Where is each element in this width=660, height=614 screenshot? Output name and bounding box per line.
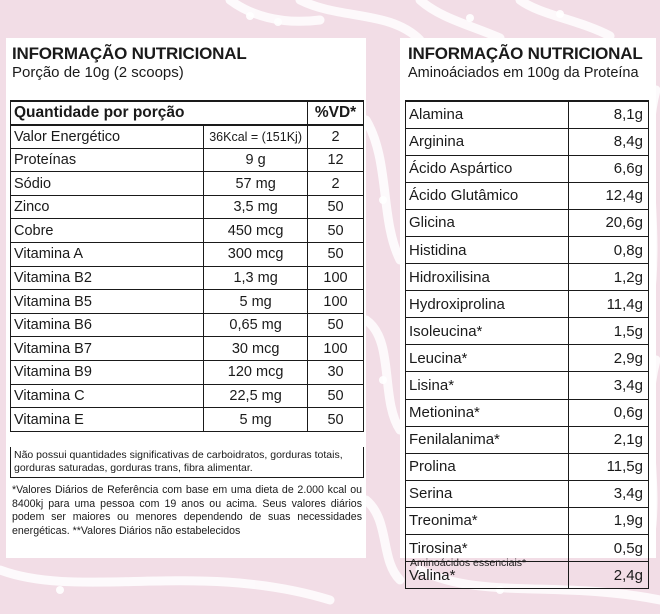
- nutrient-name: Vitamina E: [11, 408, 204, 432]
- amino-acid-value: 3,4g: [569, 372, 649, 399]
- amino-acid-value: 12,4g: [569, 182, 649, 209]
- amino-acid-name: Serina: [406, 480, 569, 507]
- nutrient-daily-value: 2: [308, 172, 364, 196]
- amino-acid-name: Isoleucina*: [406, 318, 569, 345]
- table-row: [11, 408, 364, 432]
- amino-acid-value: 1,5g: [569, 318, 649, 345]
- amino-acid-name: Alamina: [406, 101, 569, 128]
- amino-acid-name: Histidina: [406, 236, 569, 263]
- table-row: [11, 195, 364, 219]
- amino-acid-value: 0,8g: [569, 236, 649, 263]
- nutrient-name: Vitamina A: [11, 243, 204, 267]
- amino-acid-value: 11,4g: [569, 291, 649, 318]
- nutrient-name: Vitamina B9: [11, 361, 204, 385]
- table-row: [406, 182, 649, 209]
- nutrient-quantity: 5 mg: [204, 408, 308, 432]
- amino-title: INFORMAÇÃO NUTRICIONAL: [408, 44, 643, 63]
- amino-acid-name: Hidroxilisina: [406, 264, 569, 291]
- amino-acid-name: Ácido Glutâmico: [406, 182, 569, 209]
- amino-acid-value: 1,9g: [569, 507, 649, 534]
- amino-acid-name: Hydroxiprolina: [406, 291, 569, 318]
- nutrient-quantity: 30 mcg: [204, 337, 308, 361]
- amino-acid-name: Tirosina*: [406, 535, 569, 562]
- table-row: [406, 236, 649, 263]
- amino-acid-value: 1,2g: [569, 264, 649, 291]
- nutrient-quantity: 1,3 mg: [204, 266, 308, 290]
- nutrient-name: Proteínas: [11, 148, 204, 172]
- nutrient-daily-value: 50: [308, 313, 364, 337]
- amino-acids-panel: [400, 38, 656, 584]
- table-row: [11, 290, 364, 314]
- nutrition-table: [10, 100, 364, 432]
- nutrient-daily-value: 50: [308, 384, 364, 408]
- nutrient-quantity: 3,5 mg: [204, 195, 308, 219]
- table-row: [406, 453, 649, 480]
- essential-amino-note: Aminoácidos essenciais*: [410, 557, 527, 569]
- amino-acid-value: 0,6g: [569, 399, 649, 426]
- nutrient-daily-value: 30: [308, 361, 364, 385]
- table-row: [406, 372, 649, 399]
- daily-value-header: %VD*: [308, 101, 364, 125]
- nutrient-name: Sódio: [11, 172, 204, 196]
- nutrient-daily-value: 100: [308, 266, 364, 290]
- amino-acid-name: Prolina: [406, 453, 569, 480]
- amino-acid-name: Leucina*: [406, 345, 569, 372]
- table-row: [406, 128, 649, 155]
- table-row: [406, 399, 649, 426]
- daily-values-footnote: *Valores Diários de Referência com base em uma dieta de 2.000 kcal ou 8400kj para uma pessoa com 19 anos ou acima. Seus valores diários podem ser maiores ou menores dependendo de suas necessidades energéticas. **Valores Diários não estabelecidos: [12, 484, 362, 537]
- amino-acid-name: Ácido Aspártico: [406, 155, 569, 182]
- nutrient-quantity: 36Kcal = (151Kj): [204, 125, 308, 149]
- nutrient-daily-value: 50: [308, 219, 364, 243]
- amino-acid-value: 20,6g: [569, 209, 649, 236]
- table-row: [11, 361, 364, 385]
- amino-acid-value: 2,9g: [569, 345, 649, 372]
- nutrient-daily-value: 50: [308, 408, 364, 432]
- nutrient-name: Cobre: [11, 219, 204, 243]
- table-row: [406, 209, 649, 236]
- table-row: [11, 219, 364, 243]
- nutrient-quantity: 450 mcg: [204, 219, 308, 243]
- table-row: [406, 426, 649, 453]
- amino-acid-name: Metionina*: [406, 399, 569, 426]
- nutrient-daily-value: 100: [308, 337, 364, 361]
- table-row: [406, 291, 649, 318]
- table-row: [11, 148, 364, 172]
- nutrient-name: Vitamina B6: [11, 313, 204, 337]
- nutrient-quantity: 120 mcg: [204, 361, 308, 385]
- amino-acid-name: Treonima*: [406, 507, 569, 534]
- nutrient-daily-value: 100: [308, 290, 364, 314]
- nutrient-daily-value: 12: [308, 148, 364, 172]
- table-row: [11, 125, 364, 149]
- nutrient-quantity: 0,65 mg: [204, 313, 308, 337]
- table-row: [406, 480, 649, 507]
- nutrient-quantity: 22,5 mg: [204, 384, 308, 408]
- table-row: [11, 384, 364, 408]
- nutrition-note: Não possui quantidades significativas de carboidratos, gorduras totais, gorduras saturadas, gorduras trans, fibra alimentar.: [10, 447, 364, 478]
- amino-acid-value: 2,1g: [569, 426, 649, 453]
- amino-acid-value: 8,1g: [569, 101, 649, 128]
- nutrition-table-header: [11, 101, 364, 125]
- nutrient-quantity: 57 mg: [204, 172, 308, 196]
- nutrient-name: Valor Energético: [11, 125, 204, 149]
- table-row: [406, 318, 649, 345]
- nutrition-title: INFORMAÇÃO NUTRICIONAL: [12, 44, 247, 63]
- amino-acid-value: 0,5g: [569, 535, 649, 562]
- nutrient-daily-value: 50: [308, 195, 364, 219]
- amino-acid-name: Fenilalanima*: [406, 426, 569, 453]
- nutrient-name: Vitamina B5: [11, 290, 204, 314]
- amino-acid-value: 6,6g: [569, 155, 649, 182]
- nutrient-name: Vitamina C: [11, 384, 204, 408]
- nutrient-quantity: 5 mg: [204, 290, 308, 314]
- amino-acids-table: [405, 100, 649, 589]
- amino-acid-name: Valina*: [406, 562, 569, 589]
- table-row: [11, 266, 364, 290]
- amino-acid-name: Arginina: [406, 128, 569, 155]
- nutrient-daily-value: 2: [308, 125, 364, 149]
- nutrition-facts-panel: [6, 38, 366, 558]
- nutrient-name: Zinco: [11, 195, 204, 219]
- table-row: [406, 101, 649, 128]
- table-row: [11, 243, 364, 267]
- amino-acid-value: 3,4g: [569, 480, 649, 507]
- amino-subtitle: Aminoáciados em 100g da Proteína: [408, 65, 639, 81]
- amino-acid-name: Lisina*: [406, 372, 569, 399]
- quantity-per-serving-header: Quantidade por porção: [11, 101, 308, 125]
- nutrient-quantity: 9 g: [204, 148, 308, 172]
- nutrient-daily-value: 50: [308, 243, 364, 267]
- table-row: [11, 337, 364, 361]
- table-row: [11, 172, 364, 196]
- amino-acid-value: 8,4g: [569, 128, 649, 155]
- amino-acid-value: 11,5g: [569, 453, 649, 480]
- table-row: [406, 345, 649, 372]
- nutrient-name: Vitamina B2: [11, 266, 204, 290]
- table-row: [406, 155, 649, 182]
- nutrient-name: Vitamina B7: [11, 337, 204, 361]
- table-row: [11, 313, 364, 337]
- nutrient-quantity: 300 mcg: [204, 243, 308, 267]
- amino-acid-name: Glicina: [406, 209, 569, 236]
- table-row: [406, 264, 649, 291]
- table-row: [406, 507, 649, 534]
- serving-size: Porção de 10g (2 scoops): [12, 64, 184, 81]
- amino-acid-value: 2,4g: [569, 562, 649, 589]
